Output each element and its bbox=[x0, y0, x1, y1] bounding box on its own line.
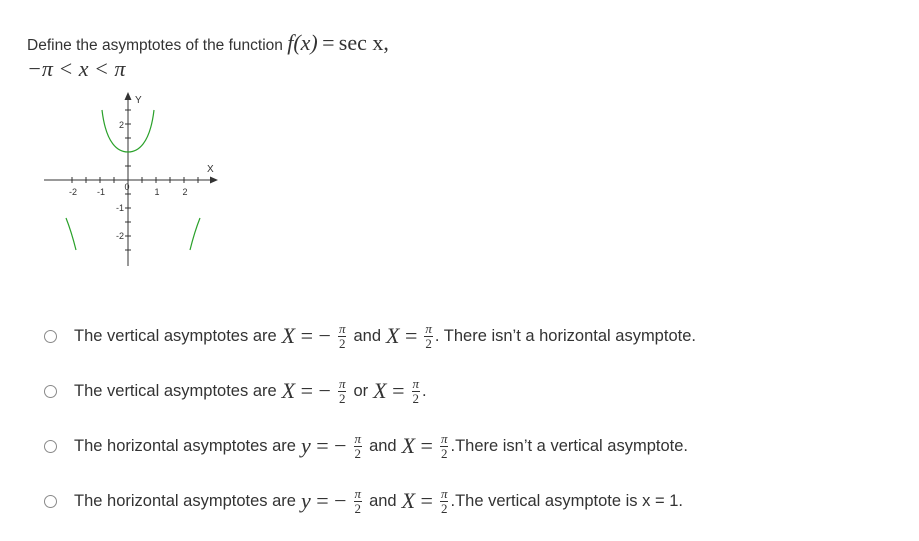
option-equation bbox=[386, 323, 417, 349]
y-tick-label: -1 bbox=[115, 203, 124, 213]
denominator: 2 bbox=[338, 390, 346, 406]
option-equation bbox=[282, 378, 331, 404]
numerator: π bbox=[440, 430, 448, 446]
denominator: 2 bbox=[440, 500, 448, 516]
operator: = − bbox=[300, 378, 331, 403]
variable: X bbox=[401, 433, 416, 458]
numerator: π bbox=[440, 485, 448, 501]
y-axis-arrow bbox=[125, 92, 132, 100]
question-line-1 bbox=[27, 30, 389, 56]
numerator: π bbox=[338, 375, 346, 391]
option-text-mid: and bbox=[353, 326, 381, 345]
option-equation bbox=[301, 433, 347, 459]
fraction bbox=[440, 430, 449, 461]
fraction bbox=[440, 485, 449, 516]
x-tick-label: -2 bbox=[68, 187, 78, 197]
option-equation bbox=[282, 323, 331, 349]
question bbox=[27, 30, 389, 82]
answer-option-2[interactable] bbox=[44, 373, 427, 409]
numerator: π bbox=[338, 320, 346, 336]
variable: X bbox=[281, 378, 296, 403]
operator: = − bbox=[316, 433, 347, 458]
numerator: π bbox=[412, 375, 420, 391]
question-prefix: Define the asymptotes of the function bbox=[27, 37, 283, 54]
fraction bbox=[338, 320, 347, 351]
y-tick-label: -2 bbox=[115, 231, 124, 241]
option-text-tail: .There isn’t a vertical asymptote. bbox=[450, 436, 688, 455]
option-text-lead: The vertical asymptotes are bbox=[74, 326, 277, 345]
denominator: 2 bbox=[412, 390, 420, 406]
fraction bbox=[424, 320, 433, 351]
operator: = bbox=[392, 378, 405, 403]
option-equation bbox=[373, 378, 404, 404]
fraction bbox=[412, 375, 421, 406]
x-tick-label: 0 bbox=[124, 182, 130, 192]
sec-graph bbox=[40, 88, 230, 268]
operator: = − bbox=[316, 488, 347, 513]
sec-curve-right bbox=[190, 218, 200, 250]
option-text-mid: or bbox=[353, 381, 369, 400]
x-axis-label: X bbox=[207, 164, 214, 175]
x-axis-arrow bbox=[210, 177, 218, 184]
function-rhs: sec x, bbox=[338, 30, 389, 55]
variable: y bbox=[300, 433, 311, 458]
variable: X bbox=[281, 323, 296, 348]
radio-button[interactable] bbox=[44, 440, 57, 453]
fraction bbox=[354, 485, 363, 516]
denominator: 2 bbox=[440, 445, 448, 461]
option-text-mid: and bbox=[369, 491, 397, 510]
function-domain: −π < x < π bbox=[27, 56, 126, 81]
option-text-lead: The vertical asymptotes are bbox=[74, 381, 277, 400]
denominator: 2 bbox=[338, 335, 346, 351]
option-text-lead: The horizontal asymptotes are bbox=[74, 491, 296, 510]
variable: X bbox=[386, 323, 400, 348]
y-tick-label: 2 bbox=[118, 120, 124, 130]
numerator: π bbox=[354, 430, 362, 446]
variable: X bbox=[401, 488, 416, 513]
option-equation bbox=[301, 488, 347, 514]
denominator: 2 bbox=[354, 500, 362, 516]
operator: = − bbox=[300, 323, 331, 348]
x-tick-label: -1 bbox=[96, 187, 106, 197]
operator: = bbox=[420, 488, 433, 513]
radio-button[interactable] bbox=[44, 330, 57, 343]
option-equation bbox=[402, 488, 433, 514]
option-text-lead: The horizontal asymptotes are bbox=[74, 436, 296, 455]
fraction bbox=[338, 375, 347, 406]
option-text-tail: . There isn’t a horizontal asymptote. bbox=[434, 326, 696, 345]
numerator: π bbox=[354, 485, 362, 501]
variable: y bbox=[300, 488, 311, 513]
fraction bbox=[354, 430, 363, 461]
option-text-tail: .The vertical asymptote is x = 1. bbox=[450, 491, 683, 510]
x-tick-label: 2 bbox=[182, 187, 188, 197]
radio-button[interactable] bbox=[44, 385, 57, 398]
answer-option-1[interactable] bbox=[44, 318, 696, 354]
function-equals: = bbox=[322, 30, 335, 55]
numerator: π bbox=[425, 320, 432, 336]
operator: = bbox=[404, 323, 418, 348]
option-text-mid: and bbox=[369, 436, 397, 455]
option-equation bbox=[402, 433, 433, 459]
variable: X bbox=[373, 378, 387, 403]
option-text-tail: . bbox=[422, 381, 427, 400]
answer-option-3[interactable] bbox=[44, 428, 688, 464]
function-name: f(x) bbox=[287, 30, 318, 55]
sec-curve-left bbox=[66, 218, 76, 250]
answer-option-4[interactable] bbox=[44, 483, 683, 519]
x-tick-label: 1 bbox=[154, 187, 160, 197]
denominator: 2 bbox=[354, 445, 362, 461]
denominator: 2 bbox=[425, 335, 432, 351]
y-axis-label: Y bbox=[135, 95, 142, 106]
radio-button[interactable] bbox=[44, 495, 57, 508]
operator: = bbox=[420, 433, 433, 458]
